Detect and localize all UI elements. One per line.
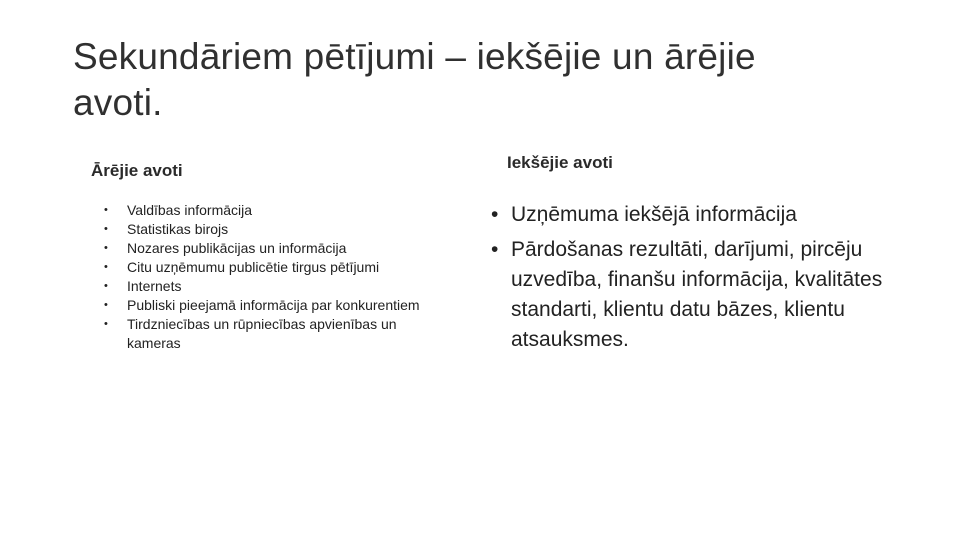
bullet-icon: •: [104, 261, 108, 273]
internal-sources-list: [491, 200, 911, 360]
external-sources-list: [104, 201, 449, 353]
list-item: [491, 235, 911, 355]
list-item: [104, 258, 449, 277]
list-item: [491, 200, 911, 230]
list-item-text: Pārdošanas rezultāti, darījumi, pircēju uzvedība, finanšu informācija, kvalitātes standarti, klientu datu bāzes, klientu atsauksmes.: [511, 238, 883, 351]
bullet-icon: •: [104, 280, 108, 292]
list-item: [104, 296, 449, 315]
bullet-icon: •: [104, 223, 108, 235]
bullet-icon: •: [491, 238, 499, 261]
list-item: [104, 239, 449, 258]
list-item-text: Nozares publikācijas un informācija: [127, 240, 347, 256]
list-item-text: Publiski pieejamā informācija par konkurentiem: [127, 297, 420, 313]
list-item: [104, 220, 449, 239]
list-item-text: Tirdzniecības un rūpniecības apvienības un kameras: [127, 316, 397, 351]
external-sources-heading: Ārējie avoti: [91, 161, 183, 180]
list-item: [104, 201, 449, 220]
list-item-text: Statistikas birojs: [127, 221, 229, 237]
bullet-icon: •: [104, 299, 108, 311]
bullet-icon: •: [104, 242, 108, 254]
bullet-icon: •: [104, 318, 108, 330]
bullet-icon: •: [104, 204, 108, 216]
list-item-text: Valdības informācija: [127, 202, 253, 218]
list-item: [104, 277, 449, 296]
slide-title: Sekundāriem pētījumi – iekšējie un ārējie avoti.: [73, 36, 756, 123]
list-item-text: Citu uzņēmumu publicētie tirgus pētījumi: [127, 259, 380, 275]
list-item-text: Internets: [127, 278, 182, 294]
list-item-text: Uzņēmuma iekšējā informācija: [511, 203, 797, 226]
list-item: [104, 315, 449, 353]
bullet-icon: •: [491, 203, 499, 226]
internal-sources-heading: Iekšējie avoti: [507, 153, 613, 172]
